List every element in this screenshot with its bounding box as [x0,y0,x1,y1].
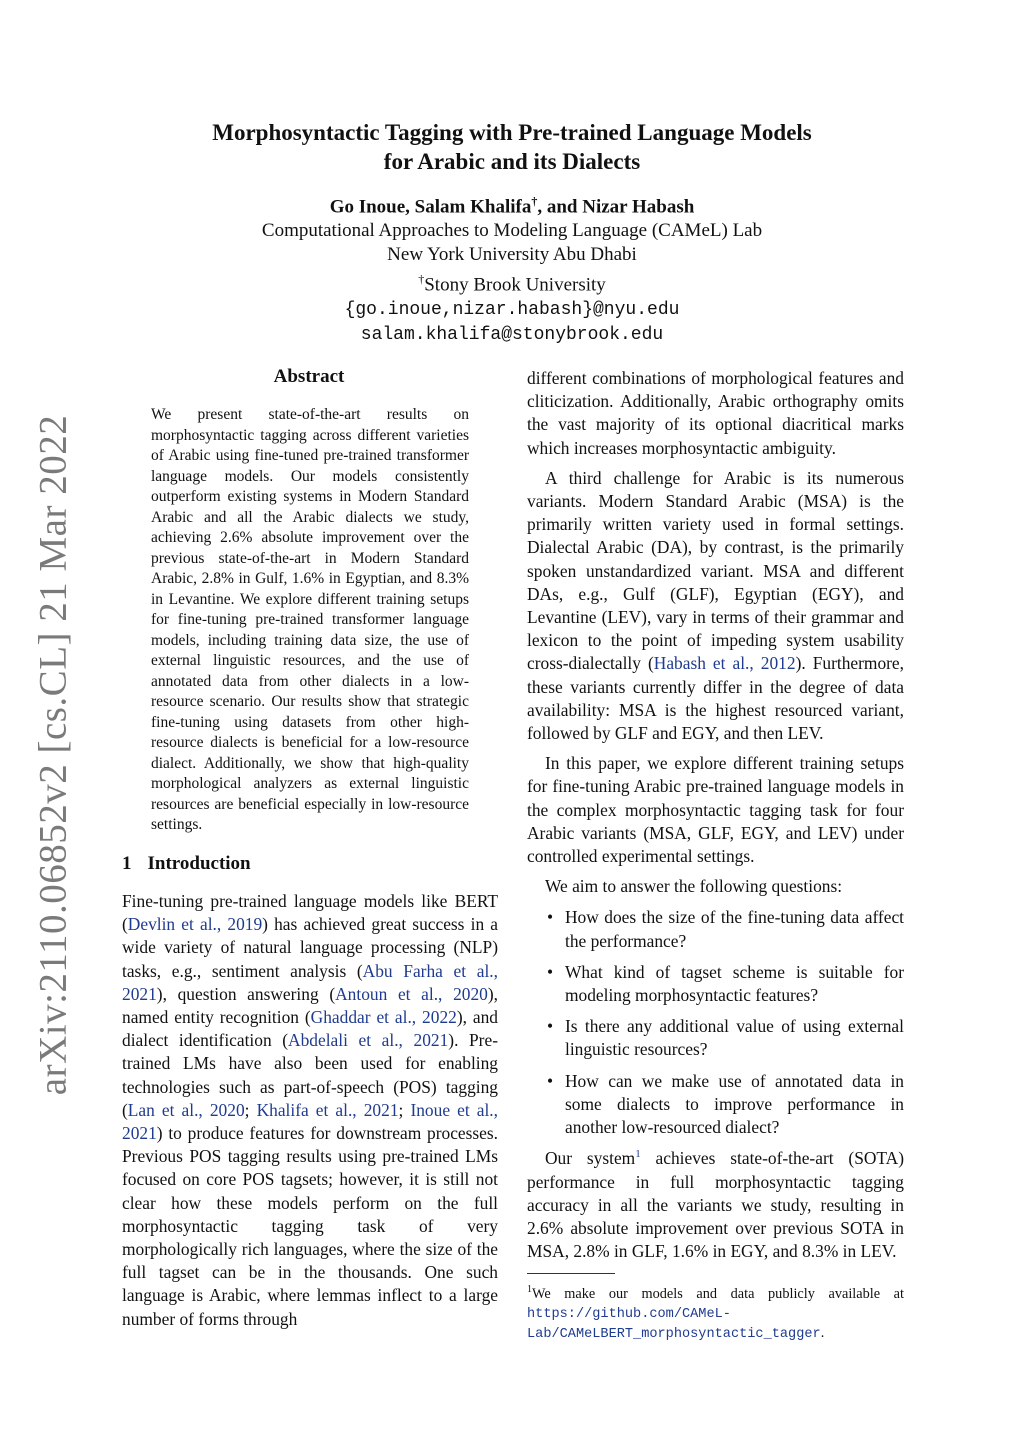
author-list [110,189,914,219]
dagger-mark: † [531,194,538,208]
list-item: • How can we make use of annotated data in some dialects to improve performance in another low-resourced dialect? [547,1070,904,1138]
email-nyu: {go.inoue,nizar.habash}@nyu.edu [344,299,680,320]
intro-paragraph-3: A third challenge for Arabic is its numerous variants. Modern Standard Arabic (MSA) is the primarily written variety used in formal settings. Dialectal Arabic (DA), by contrast, is the primarily spoken unstandardized variant. MSA and different DAs, e.g., Gulf (GLF), Egyptian (EGY), and Levantine (LEV), vary in terms of their grammar and lexicon to the point of impeding system usability cross-dialectally (Habash et al., 2012). Furthermore, these variants currently differ in the degree of data availability: MSA is the highest resourced variant, followed by GLF and EGY, and then LEV. [527,467,904,744]
paper-title [110,118,914,176]
footnote-divider [527,1273,615,1274]
footnote-number: 1 [527,1284,532,1296]
title-line-2: for Arabic and its Dialects [383,149,641,174]
right-column [527,367,904,1344]
left-column [122,890,498,1331]
footnote: $^1$We make our models and data publicly available at https://github.com/CAMeL-Lab/CAMeLBERT_morphosyntactic_tagger. [527,1284,904,1343]
authors-part-2: , and Nizar Habash [537,196,695,218]
title-line-1: Morphosyntactic Tagging with Pre-trained Language Models [212,120,812,145]
authors-part-1: Go Inoue, Salam Khalifa [329,196,532,218]
citation-link[interactable]: Inoue et al., 2021 [122,1099,498,1144]
citation-link[interactable]: Antoun et al., 2020 [335,983,488,1004]
citation-link[interactable]: Abdelali et al., 2021 [288,1030,449,1051]
citation-link[interactable]: Devlin et al., 2019 [127,914,263,935]
dagger-mark: † [418,272,425,287]
bullet-icon: • [547,961,554,982]
arxiv-stamp [22,414,84,1096]
bullet-icon: • [547,907,554,928]
citation-link[interactable]: Ghaddar et al., 2022 [310,1007,457,1028]
affiliation-stonybrook-text: Stony Brook University [424,274,606,296]
affiliation-lab: Computational Approaches to Modeling Language (CAMeL) Lab [261,220,763,242]
section-title: Introduction [147,853,251,874]
bullet-icon: • [547,1070,554,1091]
abstract-text: We present state-of-the-art results on morphosyntactic tagging across different varieties of Arabic using fine-tuned pre-trained transformer language models. Our models consistently outperform existing systems in Modern Standard Arabic and all the Arabic dialects we study, achieving 2.6% absolute improvement over the previous state-of-the-art in Modern Standard Arabic, 2.8% in Gulf, 1.6% in Egyptian, and 8.3% in Levantine. We explore different training setups for fine-tuning pre-trained transformer language models, including training data size, the use of external linguistic resources, and the use of annotated data from other dialects in a low-resource scenario. Our results show that strategic fine-tuning using datasets from other high-resource dialects is beneficial for a low-resource dialect. Additionally, we show that high-quality morphological analyzers as external linguistic resources are beneficial especially in low-resource settings. [151,406,469,833]
intro-paragraph-6: Our system$^1$ achieves state-of-the-art (SOTA) performance in full morphosyntactic tagging accuracy in all the variants we study, resulting in 2.6% absolute improvement over previous SOTA in MSA, 2.8% in GLF, 1.6% in EGY, and 8.3% in LEV. [527,1148,905,1262]
bullet-icon: • [547,1016,554,1037]
paper-header [110,118,914,348]
email-stonybrook: salam.khalifa@stonybrook.edu [360,324,664,345]
citation-link[interactable]: Lan et al., 2020 [127,1099,245,1120]
intro-paragraph-1: Fine-tuning pre-trained language models like BERT (Devlin et al., 2019) has achieved great success in a wide variety of natural language processing (NLP) tasks, e.g., sentiment analysis (Abu Farha et al., 2021), question answering (Antoun et al., 2020), named entity recognition (Ghaddar et al., 2022), and dialect identification (Abdelali et al., 2021). Pre-trained LMs have also been used for enabling technologies such as part-of-speech (POS) tagging (Lan et al., 2020; Khalifa et al., 2021; Inoue et al., 2021) to produce features for downstream processes. Previous POS tagging results using pre-trained LMs focused on core POS tagsets; however, it is still not clear how these models perform on the full morphosyntactic tagging task of very morphologically rich languages, where the size of the full tagset can be in the thousands. One such language is Arabic, where lemmas inflect to a large number of forms through [122,891,499,1329]
citation-link[interactable]: Khalifa et al., 2021 [256,1099,399,1120]
arxiv-id-text: arXiv:2110.06852v2 [cs.CL] 21 Mar 2022 [31,414,75,1096]
citation-link[interactable]: Abu Farha et al., 2021 [122,960,498,1004]
intro-paragraph-4: In this paper, we explore different training setups for fine-tuning Arabic pre-trained language models in the complex morphosyntactic tagging task for four Arabic variants (MSA, GLF, EGY, and LEV) under controlled experimental settings. [527,753,904,867]
list-item: • How does the size of the fine-tuning data affect the performance? [547,907,904,951]
affiliation-stonybrook [110,267,914,297]
affiliation-nyuad: New York University Abu Dhabi [387,244,637,266]
github-url-link[interactable]: https://github.com/CAMeL-Lab/CAMeLBERT_morphosyntactic_tagger [527,1307,821,1343]
intro-paragraph-5: We aim to answer the following questions: [545,876,843,897]
citation-link[interactable]: Habash et al., 2012 [653,653,796,674]
list-item: • Is there any additional value of using external linguistic resources? [547,1016,904,1060]
section-heading-introduction [122,853,251,875]
section-number: 1 [122,853,132,874]
abstract-heading: Abstract [273,366,345,387]
list-item: • What kind of tagset scheme is suitable for modeling morphosyntactic features? [547,961,904,1006]
intro-paragraph-2: different combinations of morphological features and cliticization. Additionally, Arabic orthography omits the vast majority of its optional diacritical marks which increases morphosyntactic ambiguity. [527,368,904,458]
research-questions-list [527,906,904,1139]
footnote-marker[interactable]: 1 [635,1148,641,1161]
